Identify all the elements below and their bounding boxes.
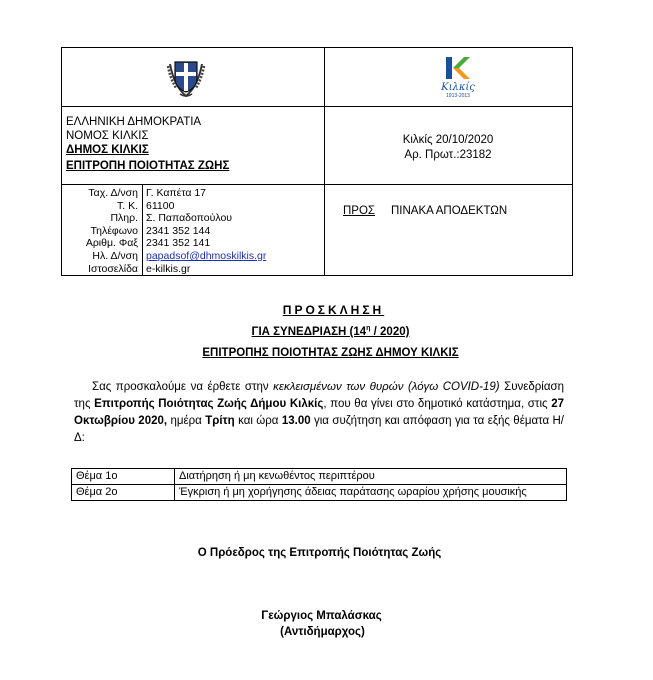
- authority-block: [66, 115, 229, 173]
- signatory-name: Γεώργιος Μπαλάσκας: [261, 610, 382, 622]
- body-text-5: και ώρα: [234, 415, 282, 427]
- contact-row: [61, 212, 266, 225]
- header-line-1: ΕΛΛΗΝΙΚΗ ΔΗΜΟΚΡΑΤΙΑ: [66, 116, 202, 128]
- session-title-prefix: ΓΙΑ ΣΥΝΕΔΡΙΑΣΗ (14: [251, 325, 367, 338]
- signatory-title: (Αντιδήμαρχος): [280, 626, 365, 638]
- subject-number: Θέμα 1ο: [72, 469, 175, 485]
- contact-row: [61, 200, 266, 213]
- recipient-value: ΠΙΝΑΚΑ ΑΠΟΔΕΚΤΩΝ: [391, 205, 508, 217]
- header-line-2: ΝΟΜΟΣ ΚΙΛΚΙΣ: [66, 130, 149, 142]
- session-title-sup: η: [366, 325, 371, 332]
- body-text-4: ημέρα: [167, 415, 206, 427]
- subject-text: Διατήρηση ή μη κενωθέντος περιπτέρου: [175, 469, 567, 485]
- body-text-6: για συζήτηση και απόφαση για τα εξής θέματα Η/Δ:: [74, 415, 565, 444]
- date-protocol-block: [324, 133, 572, 163]
- contact-label: Τ. Κ.: [116, 199, 138, 212]
- website-value: e-kilkis.gr: [146, 262, 191, 275]
- signature-role: Ο Πρόεδρος της Επιτροπής Ποιότητας Ζωής: [197, 547, 442, 559]
- body-committee-bold: Επιτροπής Ποιότητας Ζωής Δήμου Κιλκίς: [94, 398, 324, 410]
- contact-label: Ταχ. Δ/νση: [88, 187, 138, 199]
- logo-text: Κιλκίς: [441, 82, 475, 93]
- contact-value: Γ. Καπέτα 17: [146, 187, 207, 199]
- contact-value: 61100: [146, 199, 175, 212]
- subject-text: Έγκριση ή μη χορήγησης άδειας παράτασης ωραρίου χρήσης μουσικής: [175, 485, 567, 501]
- protocol-number: Αρ. Πρωτ.:23182: [404, 149, 492, 161]
- body-time-bold: 13.00: [281, 415, 311, 427]
- body-text-2: Συνεδρίαση της: [74, 381, 565, 410]
- committee-name: ΕΠΙΤΡΟΠΗ ΠΟΙΟΤΗΤΑΣ ΖΩΗΣ: [66, 160, 230, 172]
- body-text-italic: κεκλεισμένων των θυρών (λόγω COVID-19): [273, 381, 500, 393]
- municipality-name: ΔΗΜΟΣ ΚΙΛΚΙΣ: [66, 144, 149, 156]
- body-day-bold: Τρίτη: [205, 415, 235, 427]
- contact-row: [61, 237, 266, 250]
- table-row: [72, 469, 567, 485]
- greek-emblem: [166, 56, 206, 100]
- contact-row: [61, 225, 266, 238]
- table-row: [72, 485, 567, 501]
- contact-value: Σ. Παπαδοπούλου: [146, 212, 233, 225]
- recipient-label: ΠΡΟΣ: [343, 205, 376, 217]
- subjects-table: [71, 468, 567, 501]
- session-title-suffix: / 2020): [370, 325, 410, 338]
- document-title: ΠΡΟΣΚΛΗΣΗ: [282, 303, 385, 317]
- body-date-bold: 27 Οκτωβρίου 2020,: [74, 398, 565, 427]
- contact-table: [61, 187, 266, 275]
- document-date: Κιλκίς 20/10/2020: [402, 134, 494, 146]
- session-title: [0, 325, 653, 338]
- contact-label: Ιστοσελίδα: [88, 262, 138, 275]
- contact-label: Ηλ. Δ/νση: [92, 249, 138, 262]
- logo-years: 1913-2013: [446, 93, 470, 99]
- contact-label: Αριθμ. Φαξ: [85, 237, 138, 250]
- subject-number: Θέμα 2ο: [72, 485, 175, 501]
- contact-row: [61, 250, 266, 263]
- contact-label: Τηλέφωνο: [90, 224, 138, 237]
- committee-title: ΕΠΙΤΡΟΠΗΣ ΠΟΙΟΤΗΤΑΣ ΖΩΗΣ ΔΗΜΟΥ ΚΙΛΚΙΣ: [202, 347, 459, 359]
- email-link[interactable]: papadsof@dhmoskilkis.gr: [146, 249, 267, 262]
- contact-row: [61, 187, 266, 200]
- contact-value: 2341 352 141: [146, 237, 211, 250]
- body-text-1: Σας προσκαλούμε να έρθετε στην: [92, 381, 274, 393]
- contact-value: 2341 352 144: [146, 224, 211, 237]
- body-text-3: , που θα γίνει στο δημοτικό κατάστημα, στις: [323, 398, 552, 410]
- kilkis-logo: [433, 56, 483, 102]
- invitation-paragraph: [74, 379, 564, 447]
- contact-label: Πληρ.: [110, 212, 138, 225]
- contact-row: [61, 263, 266, 276]
